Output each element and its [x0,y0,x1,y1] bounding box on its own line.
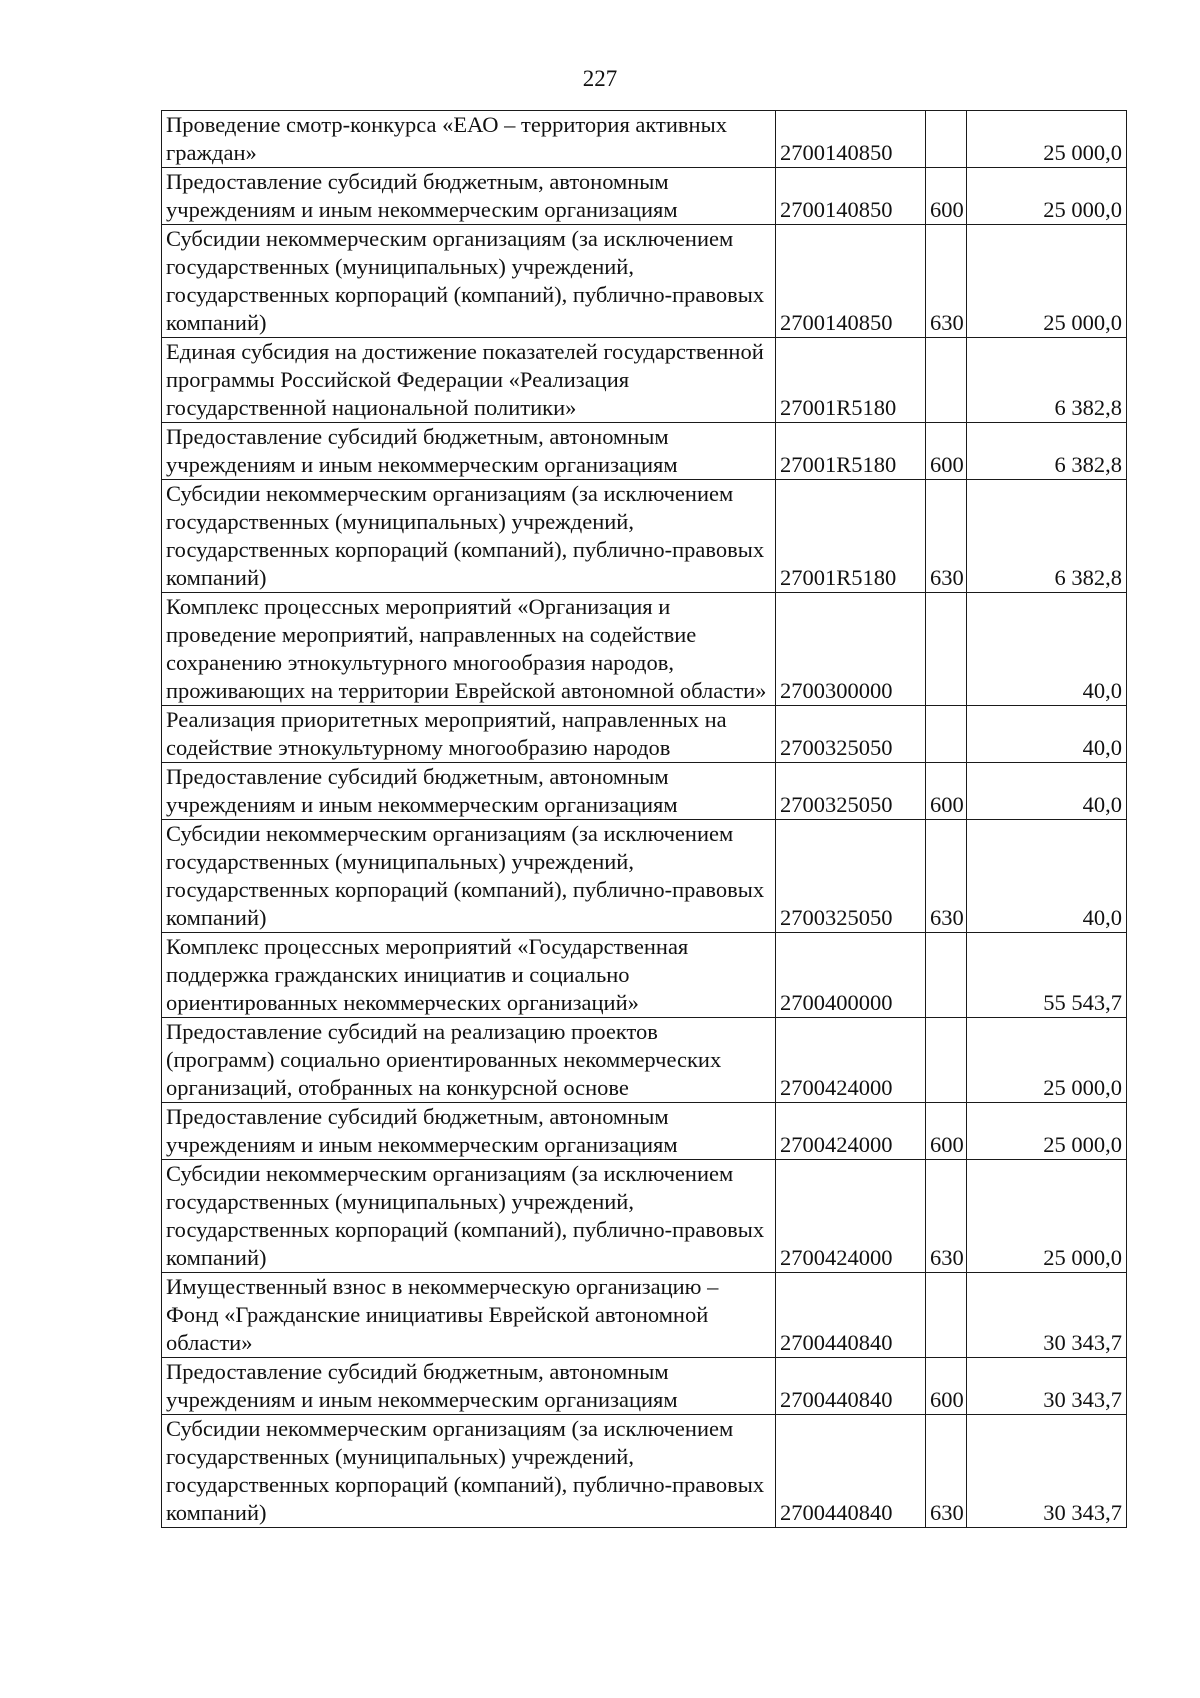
row-name: Реализация приоритетных мероприятий, направленных на содействие этнокультурному многообразию народов [162,706,776,763]
row-expense-type: 600 [926,423,967,480]
row-name: Имущественный взнос в некоммерческую организацию – Фонд «Гражданские инициативы Еврейской автономной области» [162,1273,776,1358]
table-row [162,1103,1127,1160]
row-amount: 6 382,8 [967,423,1127,480]
table-row [162,480,1127,593]
table-row [162,1358,1127,1415]
row-expense-type: 600 [926,763,967,820]
row-target-code: 27001R5180 [776,423,926,480]
row-amount: 25 000,0 [967,168,1127,225]
table-row [162,1415,1127,1528]
row-amount: 25 000,0 [967,1018,1127,1103]
row-amount: 40,0 [967,820,1127,933]
row-amount: 30 343,7 [967,1273,1127,1358]
row-amount: 25 000,0 [967,225,1127,338]
row-target-code: 27001R5180 [776,338,926,423]
row-amount: 25 000,0 [967,111,1127,168]
table-row [162,423,1127,480]
row-target-code: 2700140850 [776,225,926,338]
row-target-code: 2700440840 [776,1415,926,1528]
row-amount: 55 543,7 [967,933,1127,1018]
budget-table [161,110,1127,1528]
table-row [162,593,1127,706]
row-expense-type: 630 [926,480,967,593]
row-expense-type [926,1018,967,1103]
row-expense-type [926,111,967,168]
table-row [162,820,1127,933]
table-row [162,1018,1127,1103]
row-expense-type: 600 [926,168,967,225]
row-target-code: 2700325050 [776,706,926,763]
row-target-code: 2700424000 [776,1103,926,1160]
table-row [162,706,1127,763]
row-name: Проведение смотр-конкурса «ЕАО – территория активных граждан» [162,111,776,168]
row-expense-type [926,593,967,706]
row-amount: 6 382,8 [967,480,1127,593]
row-target-code: 2700325050 [776,763,926,820]
row-expense-type: 600 [926,1103,967,1160]
row-expense-type [926,706,967,763]
row-name: Субсидии некоммерческим организациям (за исключением государственных (муниципальных) учреждений, государственных корпораций (компаний), публично-правовых компаний) [162,225,776,338]
row-target-code: 2700400000 [776,933,926,1018]
row-name: Предоставление субсидий бюджетным, автономным учреждениям и иным некоммерческим организациям [162,168,776,225]
table-row [162,763,1127,820]
row-target-code: 2700440840 [776,1273,926,1358]
row-name: Предоставление субсидий бюджетным, автономным учреждениям и иным некоммерческим организациям [162,1358,776,1415]
row-expense-type: 630 [926,225,967,338]
row-name: Предоставление субсидий бюджетным, автономным учреждениям и иным некоммерческим организациям [162,763,776,820]
row-target-code: 2700424000 [776,1160,926,1273]
table-row [162,1273,1127,1358]
table-row [162,168,1127,225]
table-row [162,933,1127,1018]
row-expense-type [926,338,967,423]
table-row [162,1160,1127,1273]
row-target-code: 2700140850 [776,111,926,168]
table-row [162,225,1127,338]
row-target-code: 2700440840 [776,1358,926,1415]
row-name: Субсидии некоммерческим организациям (за исключением государственных (муниципальных) учреждений, государственных корпораций (компаний), публично-правовых компаний) [162,480,776,593]
row-target-code: 2700325050 [776,820,926,933]
row-expense-type: 600 [926,1358,967,1415]
row-name: Комплекс процессных мероприятий «Организация и проведение мероприятий, направленных на содействие сохранению этнокультурного многообразия народов, проживающих на территории Еврейской автономной области» [162,593,776,706]
row-target-code: 27001R5180 [776,480,926,593]
row-name: Предоставление субсидий бюджетным, автономным учреждениям и иным некоммерческим организациям [162,1103,776,1160]
row-expense-type [926,933,967,1018]
row-name: Единая субсидия на достижение показателей государственной программы Российской Федерации «Реализация государственной национальной политики» [162,338,776,423]
row-expense-type: 630 [926,1415,967,1528]
row-amount: 30 343,7 [967,1358,1127,1415]
row-expense-type: 630 [926,820,967,933]
row-target-code: 2700140850 [776,168,926,225]
row-amount: 40,0 [967,706,1127,763]
row-amount: 25 000,0 [967,1160,1127,1273]
table-row [162,338,1127,423]
row-name: Комплекс процессных мероприятий «Государственная поддержка гражданских инициатив и социально ориентированных некоммерческих организаций» [162,933,776,1018]
page-number: 227 [582,66,618,91]
row-target-code: 2700424000 [776,1018,926,1103]
row-name: Предоставление субсидий на реализацию проектов (программ) социально ориентированных некоммерческих организаций, отобранных на конкурсной основе [162,1018,776,1103]
row-name: Субсидии некоммерческим организациям (за исключением государственных (муниципальных) учреждений, государственных корпораций (компаний), публично-правовых компаний) [162,820,776,933]
row-name: Субсидии некоммерческим организациям (за исключением государственных (муниципальных) учреждений, государственных корпораций (компаний), публично-правовых компаний) [162,1415,776,1528]
row-amount: 30 343,7 [967,1415,1127,1528]
row-name: Субсидии некоммерческим организациям (за исключением государственных (муниципальных) учреждений, государственных корпораций (компаний), публично-правовых компаний) [162,1160,776,1273]
table-row [162,111,1127,168]
row-amount: 6 382,8 [967,338,1127,423]
row-expense-type: 630 [926,1160,967,1273]
row-name: Предоставление субсидий бюджетным, автономным учреждениям и иным некоммерческим организациям [162,423,776,480]
row-expense-type [926,1273,967,1358]
row-amount: 40,0 [967,763,1127,820]
row-amount: 40,0 [967,593,1127,706]
row-amount: 25 000,0 [967,1103,1127,1160]
row-target-code: 2700300000 [776,593,926,706]
